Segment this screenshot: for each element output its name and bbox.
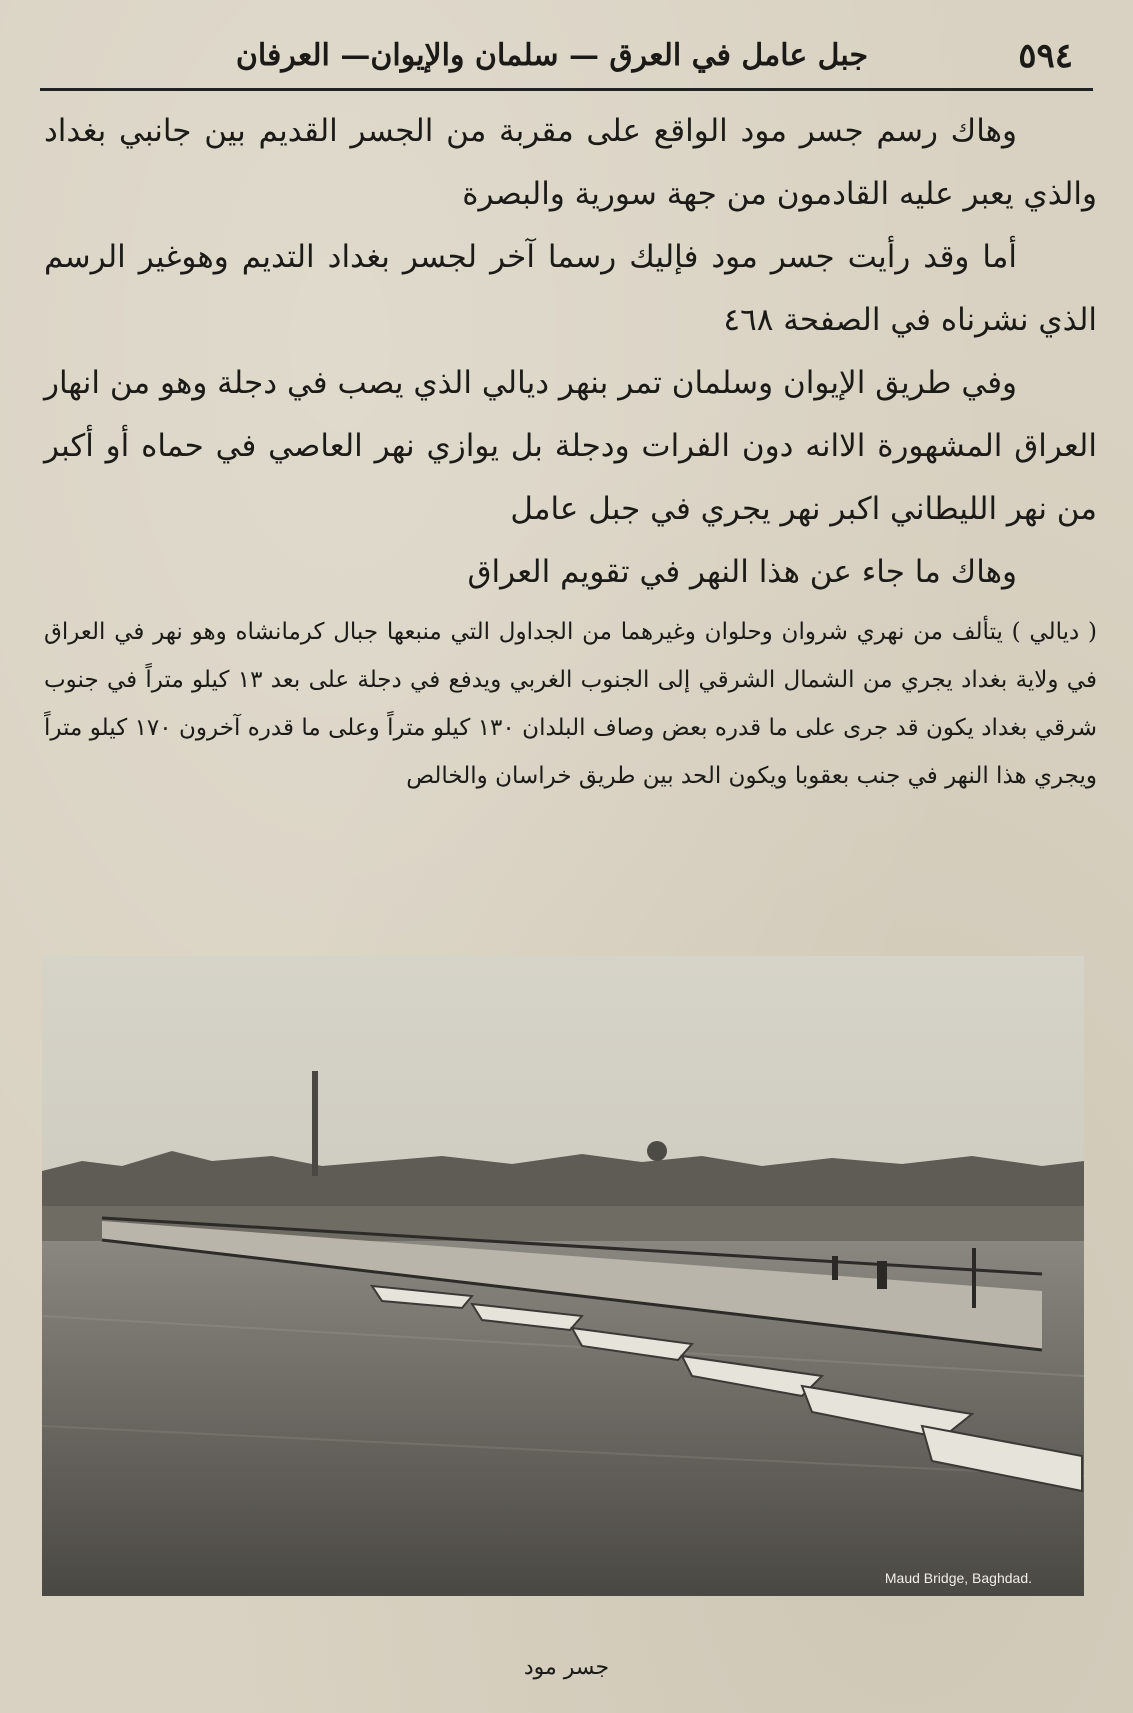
page-header [40,30,1093,88]
quoted-passage: ( ديالي ) يتألف من نهري شروان وحلوان وغيرهما من الجداول التي منبعها جبال كرمانشاه وهو نهر في العراق في ولاية بغداد يجري من الشمال الشرقي إلى الجنوب الغربي ويدفع في دجلة على بعد ١٣ كيلو متراً في جنوب شرقي بغداد يكون قد جرى على ما قدره بعض وصاف البلدان ١٣٠ كيلو متراً وعلى ما قدره آخرون ١٧٠ كيلو متراً ويجري هذا النهر في جنب بعقوبا ويكون الحد بين طريق خراسان والخالص [44,619,1097,789]
paragraph-old-bridge: أما وقد رأيت جسر مود فإليك رسما آخر لجسر بغداد التديم وهوغير الرسم الذي نشرناه في الصفحة ٤٦٨ [44,239,1097,338]
lamp-post [972,1248,976,1308]
page-number: ٥٩٤ [1018,36,1073,76]
paragraph-maud-bridge: وهاك رسم جسر مود الواقع على مقربة من الجسر القديم بين جانبي بغداد والذي يعبر عليه القادمون من جهة سورية والبصرة [44,113,1097,212]
running-title: جبل عامل في العرق — سلمان والإيوان— العرفان [235,38,868,73]
bridge-photograph [42,956,1084,1596]
photo-print-caption: Maud Bridge, Baghdad. [884,1570,1032,1586]
pedestrian [832,1256,838,1280]
paragraph-quote-intro: وهاك ما جاء عن هذا النهر في تقويم العراق [467,554,1017,590]
article-body [44,100,1097,800]
figure-caption: جسر مود [523,1655,610,1680]
header-divider [40,88,1093,91]
pedestrian [877,1261,887,1289]
bridge-photo-illustration [42,956,1084,1596]
chimney [312,1071,318,1176]
paragraph-diyala-river: وفي طريق الإيوان وسلمان تمر بنهر ديالي الذي يصب في دجلة وهو من انهار العراق المشهورة الاانه دون الفرات ودجلة بل يوازي نهر العاصي في حماه أو أكبر من نهر الليطاني اكبر نهر يجري في جبل عامل [44,365,1097,527]
palm-tree [647,1141,667,1161]
